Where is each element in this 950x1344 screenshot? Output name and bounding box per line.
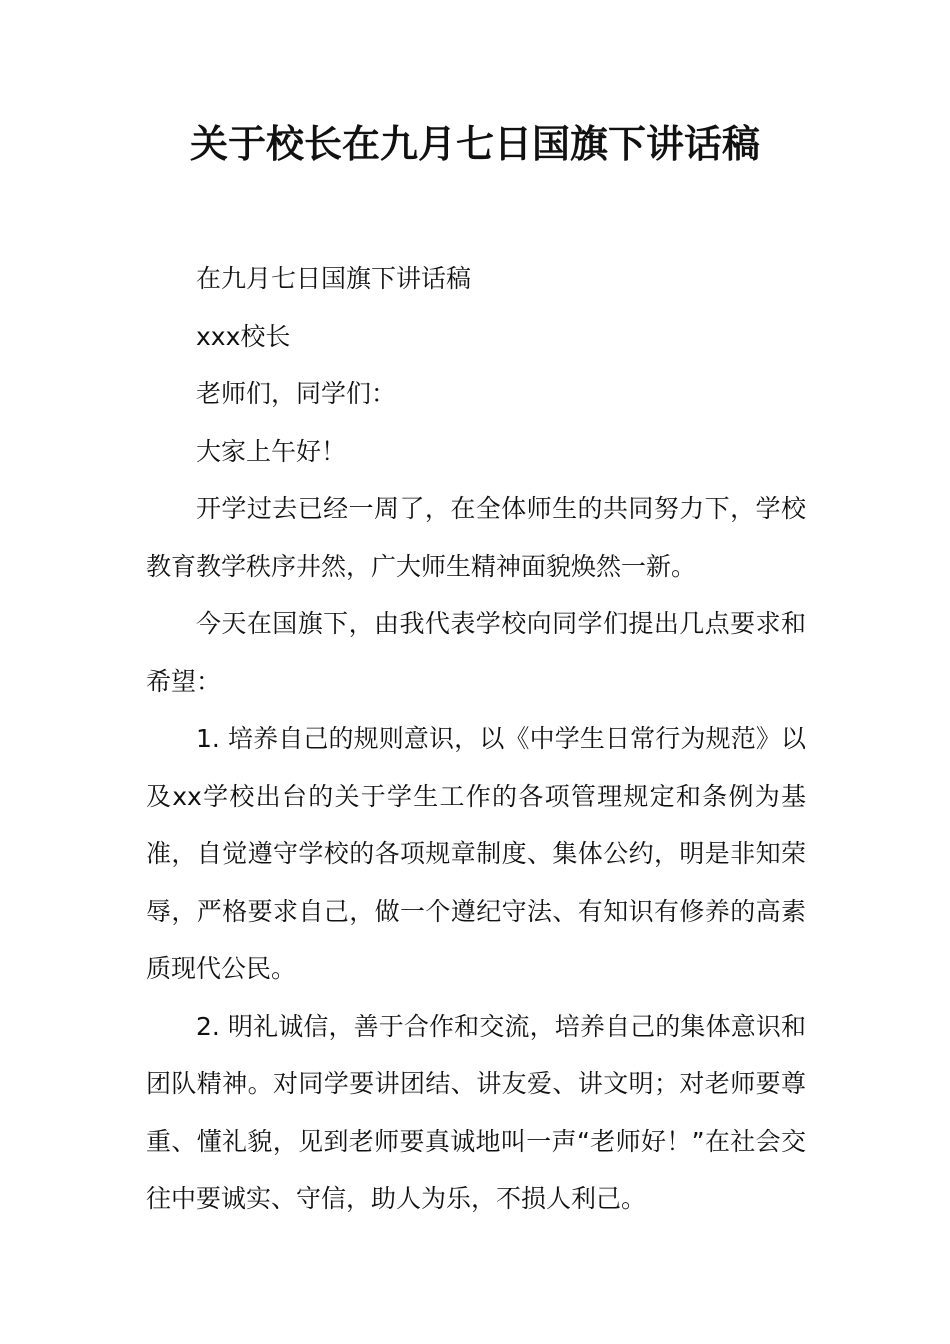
document-title: 关于校长在九月七日国旗下讲话稿 [189,121,760,166]
document-body [146,250,806,1228]
paragraph-6: 今天在国旗下，由我代表学校向同学们提出几点要求和希望： [146,609,806,696]
paragraph-7: 1. 培养自己的规则意识，以《中学生日常行为规范》以及xx学校出台的关于学生工作的各项管理规定和条例为基准，自觉遵守学校的各项规章制度、集体公约，明是非知荣辱，严格要求自己，做一个遵纪守法、有知识有修养的高素质现代公民。 [146,724,806,983]
paragraph-2: xxx校长 [196,321,291,351]
paragraph-3: 老师们，同学们： [196,379,397,408]
paragraph-4: 大家上午好！ [196,436,347,466]
paragraph-1: 在九月七日国旗下讲话稿 [196,264,472,293]
paragraph-8: 2. 明礼诚信，善于合作和交流，培养自己的集体意识和团队精神。对同学要讲团结、讲友爱、讲文明；对老师要尊重、懂礼貌，见到老师要真诚地叫一声“老师好！”在社会交往中要诚实、守信，助人为乐，不损人利己。 [146,1011,806,1213]
paragraph-5: 开学过去已经一周了，在全体师生的共同努力下，学校教育教学秩序井然，广大师生精神面貌焕然一新。 [146,494,806,581]
